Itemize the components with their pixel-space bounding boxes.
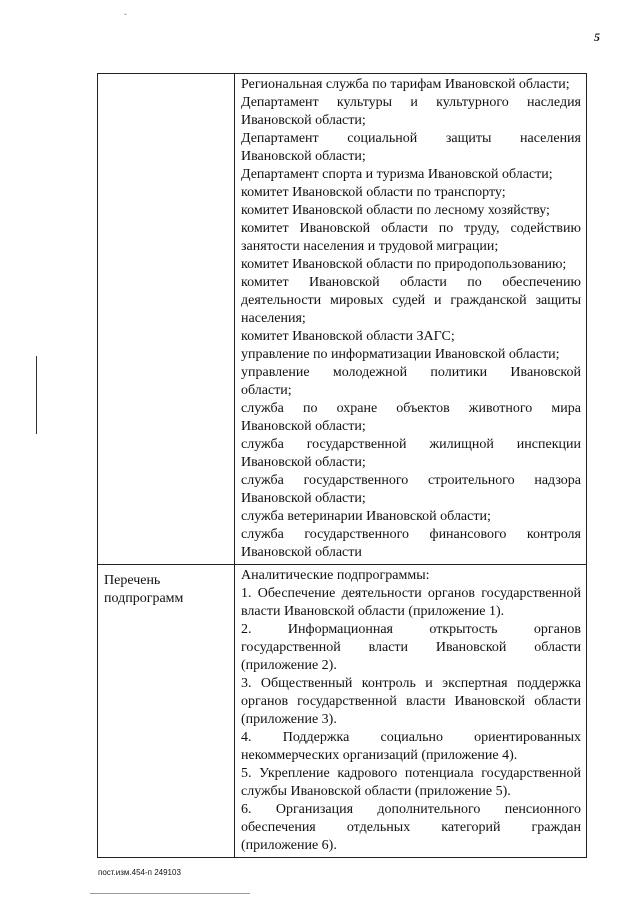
text-line: Ивановской области; [241, 113, 366, 128]
text-line: 1. Обеспечение деятельности органов государственной [241, 586, 581, 601]
text-line: органов государственной власти Ивановской области [241, 694, 581, 709]
text-line: деятельности мировых судей и гражданской защиты [241, 293, 581, 308]
text-line: Ивановской области; [241, 455, 366, 470]
text-line: Ивановской области; [241, 149, 366, 164]
scan-edge-line [90, 893, 250, 894]
text-line: Ивановской области [241, 545, 362, 560]
row2-label-cell [98, 565, 235, 858]
text-line: государственной власти Ивановской области [241, 640, 581, 655]
row2-content-cell [235, 565, 587, 858]
row1-content-cell [235, 74, 587, 565]
text-line: (приложение 3). [241, 712, 337, 727]
text-line: 2. Информационная открытость органов [241, 622, 581, 637]
text-line: Департамент спорта и туризма Ивановской области; [241, 167, 553, 182]
text-line: комитет Ивановской области по транспорту; [241, 185, 506, 200]
text-line: Ивановской области; [241, 419, 366, 434]
program-passport-table [97, 73, 587, 858]
text-line: Департамент социальной защиты населения [241, 131, 581, 146]
text-line: области; [241, 383, 292, 398]
row2-label-line: Перечень [104, 573, 161, 588]
text-line: Ивановской области; [241, 491, 366, 506]
text-line: (приложение 6). [241, 838, 337, 853]
text-line: комитет Ивановской области по природопользованию; [241, 257, 567, 272]
text-line: служба государственного строительного надзора [241, 473, 581, 488]
text-line: служба по охране объектов животного мира [241, 401, 581, 416]
text-line: службы Ивановской области (приложение 5). [241, 784, 511, 799]
text-line: 5. Укрепление кадрового потенциала государственной [241, 766, 581, 781]
text-line: Департамент культуры и культурного наследия [241, 95, 581, 110]
text-line: 4. Поддержка социально ориентированных [241, 730, 581, 745]
text-line: комитет Ивановской области ЗАГС; [241, 329, 455, 344]
text-line: служба государственной жилищной инспекции [241, 437, 581, 452]
text-line: управление по информатизации Ивановской области; [241, 347, 560, 362]
text-line: управление молодежной политики Ивановской [241, 365, 581, 380]
text-line: служба государственного финансового контроля [241, 527, 581, 542]
row1-label-cell [98, 74, 235, 565]
footer-code: пост.изм.454-п 249103 [98, 868, 181, 877]
text-line: населения; [241, 311, 306, 326]
text-line: власти Ивановской области (приложение 1). [241, 604, 505, 619]
text-line: (приложение 2). [241, 658, 337, 673]
text-line: 6. Организация дополнительного пенсионного [241, 802, 581, 817]
text-line: Региональная служба по тарифам Ивановской области; [241, 77, 570, 92]
text-line: 3. Общественный контроль и экспертная поддержка [241, 676, 581, 691]
page-number: 5 [594, 30, 600, 44]
text-line: служба ветеринарии Ивановской области; [241, 509, 491, 524]
table-row [98, 565, 587, 858]
text-line: занятости населения и трудовой миграции; [241, 239, 499, 254]
text-line: обеспечения отдельных категорий граждан [241, 820, 581, 835]
margin-mark [36, 356, 37, 434]
text-line: некоммерческих организаций (приложение 4). [241, 748, 518, 763]
text-line: комитет Ивановской области по лесному хозяйству; [241, 203, 550, 218]
text-line: комитет Ивановской области по труду, содействию [241, 221, 581, 236]
scan-artifact-mark: ˇ [124, 12, 127, 22]
text-line: комитет Ивановской области по обеспечению [241, 275, 581, 290]
table-row [98, 74, 587, 565]
row2-label-line: подпрограмм [104, 591, 184, 606]
text-line: Аналитические подпрограммы: [241, 568, 430, 583]
